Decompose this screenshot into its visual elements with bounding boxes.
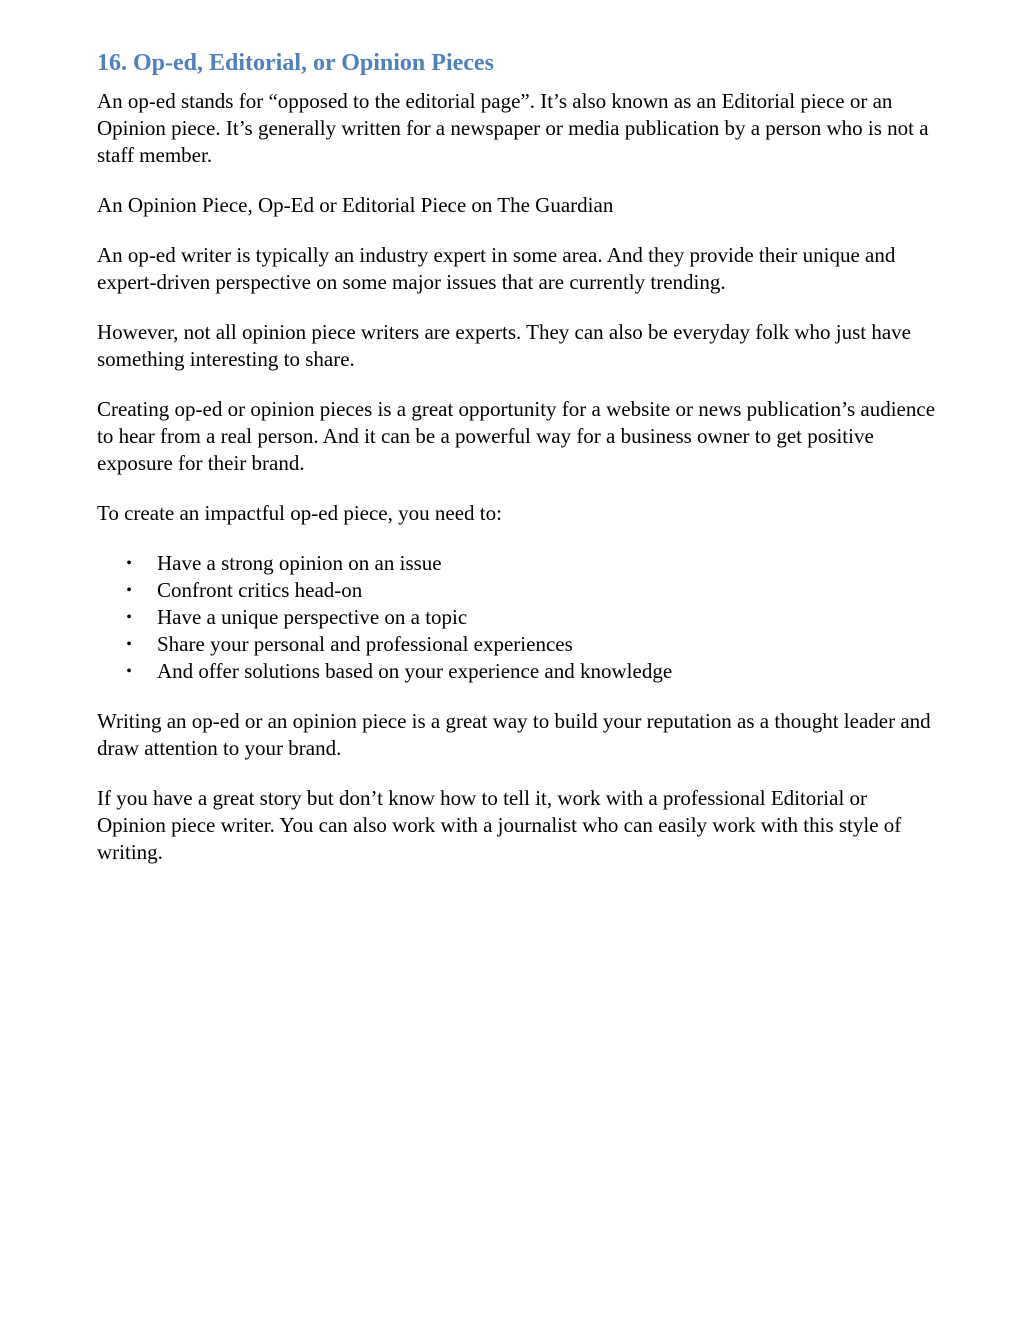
tips-list [97,550,937,685]
intro-paragraph: An op-ed stands for “opposed to the editorial page”. It’s also known as an Editorial piece or an Opinion piece. It’s generally written for a newspaper or media publication by a person who is not a staff member. [97,89,929,167]
list-item-text: Share your personal and professional experiences [157,632,573,656]
list-item-text: And offer solutions based on your experience and knowledge [157,659,673,683]
writer-paragraph: An op-ed writer is typically an industry expert in some area. And they provide their unique and expert-driven perspective on some major issues that are currently trending. [97,243,896,294]
bullet-icon: • [126,609,132,626]
opportunity-paragraph: Creating op-ed or opinion pieces is a great opportunity for a website or news publication’s audience to hear from a real person. And it can be a powerful way for a business owner to get positive exposure for their brand. [97,397,936,475]
non-experts-paragraph: However, not all opinion piece writers are experts. They can also be everyday folk who just have something interesting to share. [97,320,911,371]
bullet-icon: • [126,663,132,680]
list-item-text: Confront critics head-on [157,578,363,602]
closing-paragraph: If you have a great story but don’t know how to tell it, work with a professional Editorial or Opinion piece writer. You can also work with a journalist who can easily work with this style of writing. [97,786,902,864]
reputation-paragraph: Writing an op-ed or an opinion piece is a great way to build your reputation as a thought leader and draw attention to your brand. [97,709,931,760]
document-page [97,48,937,889]
bullet-icon: • [126,555,132,572]
image-caption-paragraph: An Opinion Piece, Op-Ed or Editorial Piece on The Guardian [97,193,614,217]
list-item [97,550,937,577]
list-item-text: Have a unique perspective on a topic [157,605,468,629]
list-item [97,658,937,685]
list-item [97,604,937,631]
bullet-icon: • [126,636,132,653]
section-heading: 16. Op-ed, Editorial, or Opinion Pieces [97,50,494,76]
list-intro-paragraph: To create an impactful op-ed piece, you need to: [97,501,502,525]
list-item [97,577,937,604]
list-item [97,631,937,658]
list-item-text: Have a strong opinion on an issue [157,551,442,575]
bullet-icon: • [126,582,132,599]
